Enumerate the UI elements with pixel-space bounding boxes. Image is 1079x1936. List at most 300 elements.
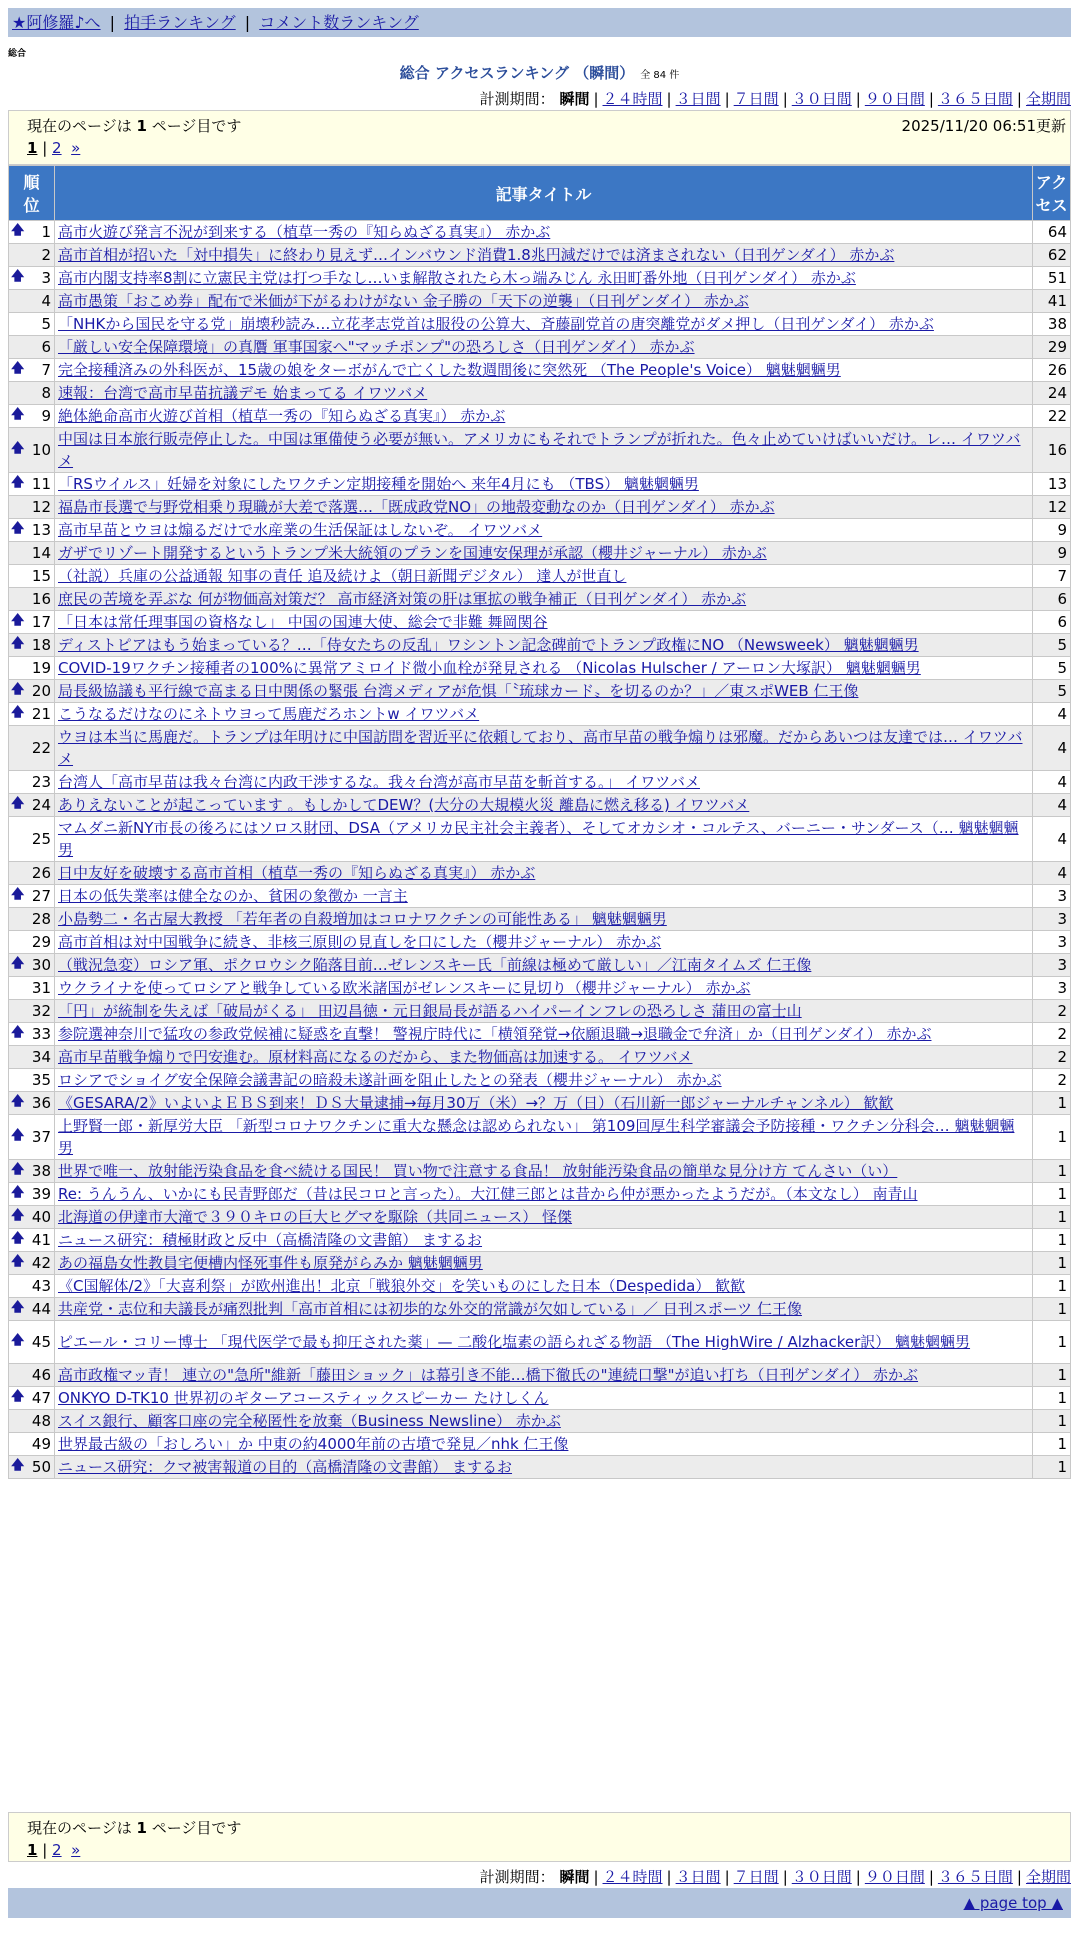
rank-up-arrow-icon: 🡅 <box>11 1458 25 1473</box>
access-count: 9 <box>1033 542 1071 565</box>
rank-number: 29 <box>31 933 51 951</box>
article-title-link[interactable]: 「日本は常任理事国の資格なし」 中国の国連大使、総会で非難 舞岡関谷 <box>58 613 548 631</box>
table-row <box>9 382 1071 405</box>
rank-number: 38 <box>31 1162 51 1180</box>
title-cell <box>55 954 1033 977</box>
rank-cell <box>9 428 55 473</box>
pager-next[interactable]: » <box>71 139 81 157</box>
access-count: 1 <box>1033 1364 1071 1387</box>
rank-cell <box>9 680 55 703</box>
table-row <box>9 977 1071 1000</box>
rank-cell <box>9 726 55 771</box>
article-title-link[interactable]: 「RSウイルス」妊婦を対象にしたワクチン定期接種を開始へ 来年4月にも （TBS） 魑魅魍魎男 <box>58 475 699 493</box>
article-title-link[interactable]: ピエール・コリー博士 「現代医学で最も抑圧された薬」— 二酸化塩素の語られざる物語 （The HighWire / Alzhacker訳） 魑魅魍魎男 <box>58 1333 971 1351</box>
nav-link-clap-ranking[interactable]: 拍手ランキング <box>124 13 236 32</box>
title-cell <box>55 611 1033 634</box>
period-link-365d[interactable]: ３６５日間 <box>937 1868 1013 1886</box>
article-title-link[interactable]: 日中友好を破壊する高市首相（植草一秀の『知らぬざる真実』） 赤かぶ <box>58 864 536 882</box>
article-title-link[interactable]: ディストピアはもう始まっている？…「侍女たちの反乱」ワシントン記念碑前でトランプ政権にNO （Newsweek） 魑魅魍魎男 <box>58 636 919 654</box>
article-title-link[interactable]: ONKYO D-TK10 世界初のギターアコースティックスピーカー たけしくん <box>58 1389 549 1407</box>
rank-number: 37 <box>31 1128 51 1146</box>
title-cell <box>55 1433 1033 1456</box>
title-cell <box>55 382 1033 405</box>
table-row <box>9 931 1071 954</box>
access-count: 29 <box>1033 336 1071 359</box>
access-count: 3 <box>1033 885 1071 908</box>
header-title: 記事タイトル <box>55 166 1033 221</box>
rank-up-arrow-icon: 🡅 <box>11 1389 25 1404</box>
title-cell <box>55 1229 1033 1252</box>
title-cell <box>55 1206 1033 1229</box>
rank-cell <box>9 634 55 657</box>
period-current: 瞬間 <box>559 90 590 108</box>
table-row <box>9 473 1071 496</box>
rank-cell <box>9 221 55 244</box>
access-count: 26 <box>1033 359 1071 382</box>
title-cell <box>55 1069 1033 1092</box>
article-title-link[interactable]: ありえないことが起こっています 。もしかしてDEW？(大分の大規模火災 離島に燃え移る) イワツバメ <box>58 796 750 814</box>
title-cell <box>55 771 1033 794</box>
access-count: 1 <box>1033 1183 1071 1206</box>
rank-number: 28 <box>31 910 51 928</box>
title-cell <box>55 1183 1033 1206</box>
article-title-link[interactable]: 高市早苗戦争煽りで円安進む。原材料高になるのだから、また物価高は加速する。 イワツバメ <box>58 1048 693 1066</box>
rank-cell <box>9 817 55 862</box>
title-cell <box>55 931 1033 954</box>
article-title-link[interactable]: 小島勢二・名古屋大教授 「若年者の自殺増加はコロナワクチンの可能性ある」 魑魅魍魎男 <box>58 910 667 928</box>
title-cell <box>55 519 1033 542</box>
period-link-7d[interactable]: ７日間 <box>733 1868 779 1886</box>
article-title-link[interactable]: 高市愚策「おこめ券」配布で米価が下がるわけがない 金子勝の「天下の逆襲」（日刊ゲンダイ） 赤かぶ <box>58 292 749 310</box>
updated-timestamp: 2025/11/20 06:51更新 <box>901 117 1066 135</box>
title-cell <box>55 1364 1033 1387</box>
access-count: 3 <box>1033 977 1071 1000</box>
rank-up-arrow-icon: 🡅 <box>11 613 25 628</box>
article-title-link[interactable]: ウクライナを使ってロシアと戦争している欧米諸国がゼレンスキーに見切り（櫻井ジャーナル） 赤かぶ <box>58 979 751 997</box>
access-count: 1 <box>1033 1410 1071 1433</box>
access-count: 1 <box>1033 1275 1071 1298</box>
category-label: 総合 <box>8 49 27 59</box>
nav-link-comment-ranking[interactable]: コメント数ランキング <box>259 13 419 32</box>
table-row <box>9 1275 1071 1298</box>
rank-number: 46 <box>31 1366 51 1384</box>
rank-number: 18 <box>31 636 51 654</box>
table-row <box>9 221 1071 244</box>
period-link-all[interactable]: 全期間 <box>1025 1868 1071 1886</box>
rank-number: 26 <box>31 864 51 882</box>
rank-number: 21 <box>31 705 51 723</box>
rank-cell <box>9 977 55 1000</box>
access-count: 1 <box>1033 1321 1071 1364</box>
access-count: 5 <box>1033 657 1071 680</box>
rank-up-arrow-icon: 🡅 <box>11 1185 25 1200</box>
rank-up-arrow-icon: 🡅 <box>11 956 25 971</box>
table-row <box>9 428 1071 473</box>
access-count: 2 <box>1033 1000 1071 1023</box>
article-title-link[interactable]: 庶民の苦境を弄ぶな 何が物価高対策だ？ 高市経済対策の肝は軍拡の戦争補正（日刊ゲンダイ） 赤かぶ <box>58 590 747 608</box>
rank-number: 10 <box>31 441 51 459</box>
pager-next[interactable]: » <box>71 1841 81 1859</box>
period-current: 瞬間 <box>559 1868 590 1886</box>
rank-cell <box>9 473 55 496</box>
title-cell <box>55 428 1033 473</box>
page-info-top <box>8 110 1071 165</box>
article-title-link[interactable]: 北海道の伊達市大滝で３９０キロの巨大ヒグマを駆除（共同ニュース） 怪傑 <box>58 1208 573 1226</box>
article-title-link[interactable]: Re: うんうん、いかにも民青野郎だ（昔は民コロと言った）。大江健三郎とは昔から仲が悪かったようだが。（本文なし） 南青山 <box>58 1185 918 1203</box>
rank-number: 45 <box>31 1333 51 1351</box>
access-count: 3 <box>1033 931 1071 954</box>
article-title-link[interactable]: 日本の低失業率は健全なのか、貧困の象徴か 一言主 <box>58 887 408 905</box>
rank-up-arrow-icon: 🡅 <box>11 1231 25 1246</box>
title-cell <box>55 542 1033 565</box>
rank-cell <box>9 405 55 428</box>
article-title-link[interactable]: 高市首相は対中国戦争に続き、非核三原則の見直しを口にした（櫻井ジャーナル） 赤かぶ <box>58 933 662 951</box>
access-count: 5 <box>1033 634 1071 657</box>
article-title-link[interactable]: こうなるだけなのにネトウヨって馬鹿だろホントw イワツバメ <box>58 705 480 723</box>
rank-up-arrow-icon: 🡅 <box>11 682 25 697</box>
period-selector-bottom: 計測期間： 瞬間 | ２４時間 | ３日間 | ７日間 | ３０日間 | ９０日間 | ３６５日間 | 全期間 <box>479 1868 1071 1886</box>
rank-number: 17 <box>31 613 51 631</box>
period-label: 計測期間： <box>479 90 555 108</box>
article-title-link[interactable]: 「円」が統制を失えば「破局がくる」 田辺昌徳・元日銀局長が語るハイパーインフレの恐ろしさ 蒲田の富士山 <box>58 1002 802 1020</box>
table-row <box>9 885 1071 908</box>
ranking-table <box>8 165 1071 1479</box>
article-title-link[interactable]: 《C国解体/2》「大喜利祭」が欧州進出！北京「戦狼外交」を笑いものにした日本（Despedida） 歓歓 <box>58 1277 746 1295</box>
article-title-link[interactable]: 上野賢一郎・新厚労大臣 「新型コロナワクチンに重大な懸念は認められない」 第109回厚生科学審議会予防接種・ワクチン分科会… 魑魅魍魎男 <box>58 1117 1015 1157</box>
access-count: 13 <box>1033 473 1071 496</box>
table-row <box>9 1364 1071 1387</box>
period-link-365d[interactable]: ３６５日間 <box>937 90 1013 108</box>
nav-link-asyura[interactable]: ★阿修羅♪へ <box>12 13 101 32</box>
rank-number: 43 <box>31 1277 51 1295</box>
rank-number: 22 <box>31 739 51 757</box>
rank-cell <box>9 382 55 405</box>
access-count: 9 <box>1033 519 1071 542</box>
article-title-link[interactable]: 《GESARA/2》いよいよＥＢＳ到来！ＤＳ大量逮捕→毎月30万（米）→？万（日）（石川新一郎ジャーナルチャンネル） 歓歓 <box>58 1094 894 1112</box>
article-title-link[interactable]: 高市政権マッ青！ 連立の"急所"維新「藤田ショック」は幕引き不能…橋下徹氏の"連続口撃"が追い打ち（日刊ゲンダイ） 赤かぶ <box>58 1366 919 1384</box>
title-cell <box>55 794 1033 817</box>
rank-up-arrow-icon: 🡅 <box>11 441 25 456</box>
rank-cell <box>9 1364 55 1387</box>
rank-up-arrow-icon: 🡅 <box>11 705 25 720</box>
table-row <box>9 1433 1071 1456</box>
access-count: 1 <box>1033 1115 1071 1160</box>
rank-number: 15 <box>31 567 51 585</box>
rank-number: 11 <box>31 475 51 493</box>
rank-cell <box>9 1092 55 1115</box>
article-title-link[interactable]: マムダニ新NY市長の後ろにはソロス財団、DSA（アメリカ民主社会主義者）、そしてオカシオ・コルテス、バーニー・サンダース（… 魑魅魍魎男 <box>58 819 1019 859</box>
title-cell <box>55 1275 1033 1298</box>
period-label: 計測期間： <box>479 1868 555 1886</box>
rank-number: 33 <box>31 1025 51 1043</box>
table-row <box>9 1410 1071 1433</box>
access-count: 1 <box>1033 1456 1071 1479</box>
rank-number: 14 <box>31 544 51 562</box>
rank-number: 6 <box>41 338 51 356</box>
title-cell <box>55 862 1033 885</box>
title-cell <box>55 680 1033 703</box>
rank-cell <box>9 885 55 908</box>
article-title-link[interactable]: 参院選神奈川で猛攻の参政党候補に疑惑を直撃！ 警視庁時代に「横領発覚→依願退職→退職金で弁済」か（日刊ゲンダイ） 赤かぶ <box>58 1025 932 1043</box>
article-title-link[interactable]: 高市首相が招いた「対中損失」に終わり見えず…インバウンド消費1.8兆円減だけでは済まされない（日刊ゲンダイ） 赤かぶ <box>58 246 895 264</box>
rank-cell <box>9 1275 55 1298</box>
access-count: 1 <box>1033 1206 1071 1229</box>
table-row <box>9 519 1071 542</box>
access-count: 6 <box>1033 611 1071 634</box>
pagination-bottom: 1 | 2 » <box>27 1841 81 1859</box>
rank-cell <box>9 931 55 954</box>
article-title-link[interactable]: 局長級協議も平行線で高まる日中関係の緊張 台湾メディアが危惧「〝琉球カード〟を切るのか？」／東スポWEB 仁王像 <box>58 682 859 700</box>
ranking-title: 総合 アクセスランキング （瞬間） <box>399 64 635 82</box>
title-cell <box>55 313 1033 336</box>
current-page-text: 現在のページは 1 ページ目です <box>27 1819 242 1837</box>
pager-current: 1 <box>27 1841 38 1859</box>
rank-up-arrow-icon: 🡅 <box>11 1300 25 1315</box>
rank-cell <box>9 611 55 634</box>
rank-up-arrow-icon: 🡅 <box>11 1333 25 1348</box>
rank-cell <box>9 908 55 931</box>
article-title-link[interactable]: 「厳しい安全保障環境」の真贋 軍事国家へ"マッチポンプ"の恐ろしさ（日刊ゲンダイ） 赤かぶ <box>58 338 695 356</box>
rank-up-arrow-icon: 🡅 <box>11 887 25 902</box>
article-title-link[interactable]: 高市早苗とウヨは煽るだけで水産業の生活保証はしないぞ。 イワツバメ <box>58 521 543 539</box>
rank-number: 12 <box>31 498 51 516</box>
access-count: 3 <box>1033 954 1071 977</box>
access-count: 1 <box>1033 1433 1071 1456</box>
article-title-link[interactable]: 共産党・志位和夫議長が痛烈批判「高市首相には初歩的な外交的常識が欠如している」／ 日刊スポーツ 仁王像 <box>58 1300 802 1318</box>
period-selector-top: 計測期間： 瞬間 | ２４時間 | ３日間 | ７日間 | ３０日間 | ９０日間 | ３６５日間 | 全期間 <box>479 90 1071 108</box>
rank-number: 20 <box>31 682 51 700</box>
period-link-30d[interactable]: ３０日間 <box>791 1868 852 1886</box>
table-row <box>9 1115 1071 1160</box>
rank-cell <box>9 1321 55 1364</box>
table-row <box>9 1023 1071 1046</box>
period-link-7d[interactable]: ７日間 <box>733 90 779 108</box>
rank-number: 50 <box>31 1458 51 1476</box>
access-count: 4 <box>1033 817 1071 862</box>
article-title-link[interactable]: あの福島女性教員宅便槽内怪死事件も原発がらみか 魑魅魍魎男 <box>58 1254 483 1272</box>
article-title-link[interactable]: （社説）兵庫の公益通報 知事の責任 追及続けよ（朝日新聞デジタル） 達人が世直し <box>58 567 627 585</box>
page-title <box>0 62 1079 83</box>
table-row <box>9 588 1071 611</box>
rank-cell <box>9 1410 55 1433</box>
title-cell <box>55 405 1033 428</box>
rank-cell <box>9 1229 55 1252</box>
rank-number: 5 <box>41 315 51 333</box>
rank-number: 44 <box>31 1300 51 1318</box>
title-cell <box>55 1092 1033 1115</box>
access-count: 38 <box>1033 313 1071 336</box>
access-count: 1 <box>1033 1092 1071 1115</box>
table-row <box>9 1456 1071 1479</box>
table-row <box>9 1252 1071 1275</box>
title-cell <box>55 726 1033 771</box>
rank-cell <box>9 703 55 726</box>
title-cell <box>55 977 1033 1000</box>
title-cell <box>55 885 1033 908</box>
rank-number: 1 <box>41 223 51 241</box>
title-cell <box>55 221 1033 244</box>
article-title-link[interactable]: ニュース研究：クマ被害報道の目的（高橋清隆の文書館） まするお <box>58 1458 513 1476</box>
table-row <box>9 1183 1071 1206</box>
table-header-row <box>9 166 1071 221</box>
period-link-24h[interactable]: ２４時間 <box>602 1868 663 1886</box>
pager-page-2[interactable]: 2 <box>52 139 62 157</box>
period-link-3d[interactable]: ３日間 <box>675 1868 721 1886</box>
article-title-link[interactable]: 「NHKから国民を守る党」崩壊秒読み…立花孝志党首は服役の公算大、斉藤副党首の唐突離党がダメ押し（日刊ゲンダイ） 赤かぶ <box>58 315 934 333</box>
article-title-link[interactable]: ニュース研究：積極財政と反中（高橋清隆の文書館） まするお <box>58 1231 483 1249</box>
title-cell <box>55 1410 1033 1433</box>
rank-cell <box>9 1252 55 1275</box>
rank-cell <box>9 542 55 565</box>
title-cell <box>55 1298 1033 1321</box>
title-cell <box>55 703 1033 726</box>
rank-number: 31 <box>31 979 51 997</box>
page-info-bottom <box>8 1812 1071 1862</box>
rank-number: 36 <box>31 1094 51 1112</box>
table-row <box>9 1046 1071 1069</box>
rank-number: 34 <box>31 1048 51 1066</box>
table-row <box>9 634 1071 657</box>
access-count: 6 <box>1033 588 1071 611</box>
period-link-90d[interactable]: ９０日間 <box>864 90 925 108</box>
nav-separator: | <box>109 13 116 32</box>
table-row <box>9 267 1071 290</box>
footer-bar <box>8 1888 1071 1918</box>
access-count: 22 <box>1033 405 1071 428</box>
access-count: 16 <box>1033 428 1071 473</box>
article-title-link[interactable]: 中国は日本旅行販売停止した。中国は軍備使う必要が無い。アメリカにもそれでトランプが折れた。色々止めていけばいいだけ。レ… イワツバメ <box>58 430 1021 470</box>
pager-page-2[interactable]: 2 <box>52 1841 62 1859</box>
pagination-top: 1 | 2 » <box>27 139 81 157</box>
rank-number: 30 <box>31 956 51 974</box>
table-row <box>9 862 1071 885</box>
rank-cell <box>9 313 55 336</box>
table-row <box>9 703 1071 726</box>
rank-number: 3 <box>41 269 51 287</box>
table-row <box>9 405 1071 428</box>
rank-number: 48 <box>31 1412 51 1430</box>
rank-up-arrow-icon: 🡅 <box>11 1254 25 1269</box>
rank-number: 39 <box>31 1185 51 1203</box>
access-count: 4 <box>1033 771 1071 794</box>
period-link-30d[interactable]: ３０日間 <box>791 90 852 108</box>
article-title-link[interactable]: 速報：台湾で高市早苗抗議デモ 始まってる イワツバメ <box>58 384 428 402</box>
article-title-link[interactable]: 世界最古級の「おしろい」か 中東の約4000年前の古墳で発見／nhk 仁王像 <box>58 1435 569 1453</box>
title-cell <box>55 565 1033 588</box>
table-row <box>9 657 1071 680</box>
access-count: 24 <box>1033 382 1071 405</box>
nav-separator: | <box>244 13 251 32</box>
article-title-link[interactable]: ウヨは本当に馬鹿だ。トランプは年明けに中国訪問を習近平に依頼しており、高市早苗の戦争煽りは邪魔。だからあいつは友達では… イワツバメ <box>58 728 1023 768</box>
access-count: 2 <box>1033 1046 1071 1069</box>
period-link-90d[interactable]: ９０日間 <box>864 1868 925 1886</box>
period-link-24h[interactable]: ２４時間 <box>602 90 663 108</box>
article-title-link[interactable]: COVID-19ワクチン接種者の100%に異常アミロイド微小血栓が発見される （Nicolas Hulscher / アーロン大塚訳） 魑魅魍魎男 <box>58 659 921 677</box>
article-title-link[interactable]: スイス銀行、顧客口座の完全秘匿性を放棄（Business Newsline） 赤かぶ <box>58 1412 561 1430</box>
rank-cell <box>9 794 55 817</box>
rank-cell <box>9 1069 55 1092</box>
title-cell <box>55 1023 1033 1046</box>
rank-up-arrow-icon: 🡅 <box>11 521 25 536</box>
rank-up-arrow-icon: 🡅 <box>11 269 25 284</box>
table-row <box>9 1092 1071 1115</box>
access-count: 1 <box>1033 1252 1071 1275</box>
table-row <box>9 1321 1071 1364</box>
access-count: 64 <box>1033 221 1071 244</box>
rank-cell <box>9 1115 55 1160</box>
title-cell <box>55 1115 1033 1160</box>
rank-number: 9 <box>41 407 51 425</box>
article-title-link[interactable]: 高市火遊び発言不況が到来する（植草一秀の『知らぬざる真実』） 赤かぶ <box>58 223 551 241</box>
access-count: 51 <box>1033 267 1071 290</box>
table-row <box>9 1298 1071 1321</box>
article-title-link[interactable]: 絶体絶命高市火遊び首相（植草一秀の『知らぬざる真実』） 赤かぶ <box>58 407 506 425</box>
rank-number: 24 <box>31 796 51 814</box>
top-nav-bar <box>8 8 1071 37</box>
table-row <box>9 1206 1071 1229</box>
table-row <box>9 1229 1071 1252</box>
article-title-link[interactable]: 世界で唯一、放射能汚染食品を食べ続ける国民！ 買い物で注意する食品！ 放射能汚染食品の簡単な見分け方 てんさい（い） <box>58 1162 898 1180</box>
article-title-link[interactable]: ガザでリゾート開発するというトランプ米大統領のプランを国連安保理が承認（櫻井ジャーナル） 赤かぶ <box>58 544 767 562</box>
table-row <box>9 565 1071 588</box>
rank-cell <box>9 336 55 359</box>
rank-number: 41 <box>31 1231 51 1249</box>
article-title-link[interactable]: （戦況急変）ロシア軍、ポクロウシク陥落目前…ゼレンスキー氏「前線は極めて厳しい」／江南タイムズ 仁王像 <box>58 956 812 974</box>
rank-number: 2 <box>41 246 51 264</box>
access-count: 2 <box>1033 1069 1071 1092</box>
access-count: 4 <box>1033 703 1071 726</box>
table-row <box>9 726 1071 771</box>
rank-cell <box>9 1023 55 1046</box>
article-title-link[interactable]: 完全接種済みの外科医が、15歳の娘をターボがんで亡くした数週間後に突然死 （The People's Voice） 魑魅魍魎男 <box>58 361 841 379</box>
period-link-3d[interactable]: ３日間 <box>675 90 721 108</box>
access-count: 4 <box>1033 862 1071 885</box>
table-row <box>9 496 1071 519</box>
rank-cell <box>9 519 55 542</box>
table-row <box>9 290 1071 313</box>
article-title-link[interactable]: ロシアでショイグ安全保障会議書記の暗殺未遂計画を阻止したとの発表（櫻井ジャーナル） 赤かぶ <box>58 1071 722 1089</box>
rank-up-arrow-icon: 🡅 <box>11 1128 25 1143</box>
table-row <box>9 1160 1071 1183</box>
title-cell <box>55 496 1033 519</box>
rank-number: 49 <box>31 1435 51 1453</box>
period-link-all[interactable]: 全期間 <box>1025 90 1071 108</box>
rank-up-arrow-icon: 🡅 <box>11 1025 25 1040</box>
rank-number: 35 <box>31 1071 51 1089</box>
rank-up-arrow-icon: 🡅 <box>11 223 25 238</box>
rank-number: 4 <box>41 292 51 310</box>
table-row <box>9 794 1071 817</box>
article-title-link[interactable]: 福島市長選で与野党相乗り現職が大差で落選…「既成政党NO」の地殻変動なのか（日刊ゲンダイ） 赤かぶ <box>58 498 775 516</box>
rank-number: 47 <box>31 1389 51 1407</box>
access-count: 12 <box>1033 496 1071 519</box>
article-title-link[interactable]: 台湾人「高市早苗は我々台湾に内政干渉するな。我々台湾が高市早苗を斬首する。」 イワツバメ <box>58 773 700 791</box>
header-access: アク セス <box>1033 166 1071 221</box>
title-cell <box>55 1456 1033 1479</box>
rank-number: 32 <box>31 1002 51 1020</box>
current-page-text: 現在のページは 1 ページ目です <box>27 117 242 135</box>
page-top-link[interactable]: ▲ page top ▲ <box>963 1894 1063 1912</box>
access-count: 1 <box>1033 1298 1071 1321</box>
access-count: 5 <box>1033 680 1071 703</box>
access-count: 4 <box>1033 726 1071 771</box>
rank-cell <box>9 1000 55 1023</box>
rank-number: 16 <box>31 590 51 608</box>
table-row <box>9 611 1071 634</box>
article-title-link[interactable]: 高市内閣支持率8割に立憲民主党は打つ手なし…いま解散されたら木っ端みじん 永田町番外地（日刊ゲンダイ） 赤かぶ <box>58 269 856 287</box>
table-row <box>9 336 1071 359</box>
rank-up-arrow-icon: 🡅 <box>11 636 25 651</box>
